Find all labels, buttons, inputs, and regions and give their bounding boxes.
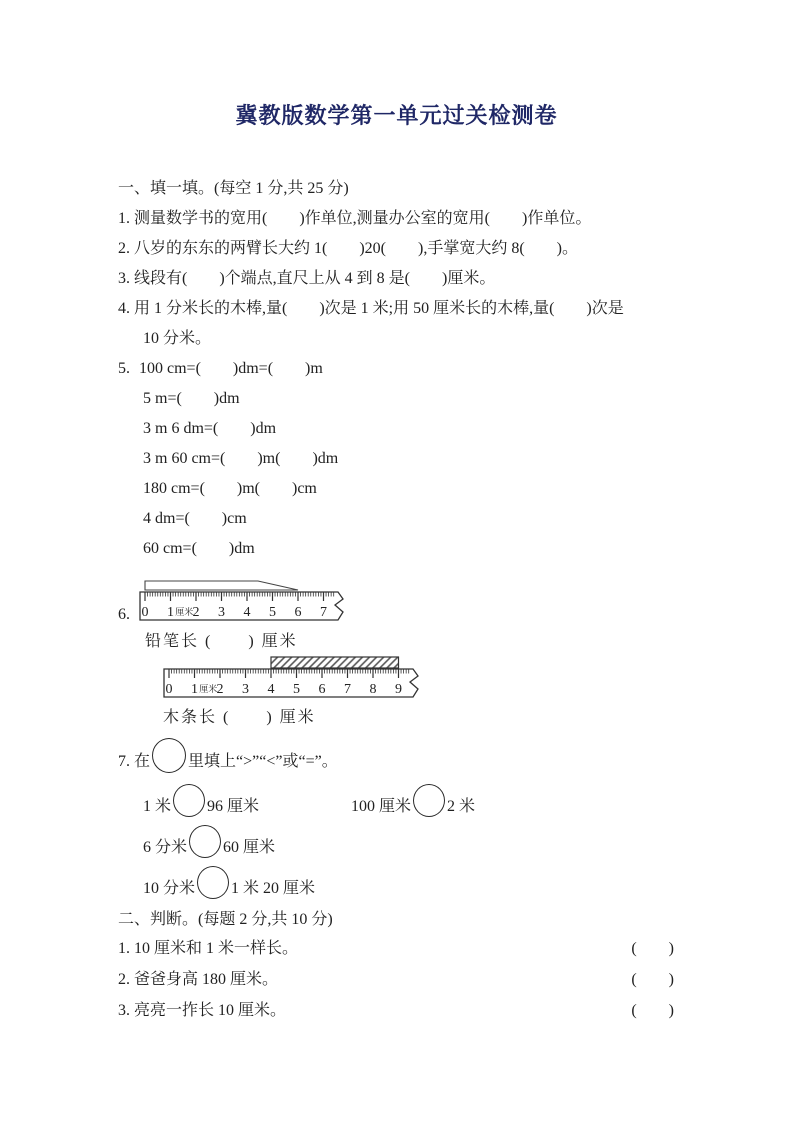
comparison-row [143,825,718,866]
comparison-circle-icon [197,866,229,899]
question-7-suffix: 里填上“>”“<”或“=”。 [188,753,338,770]
section2-heading: 二、判断。(每题 2 分,共 10 分) [118,911,333,928]
pencil-length-label: 铅笔长 ( ) 厘米 [145,633,298,650]
question-1: 1. 测量数学书的宽用( )作单位,测量办公室的宽用( )作单位。 [118,210,592,227]
pencil-ruler-image [139,578,348,629]
judge-statement: 2. 爸爸身高 180 厘米。 [118,971,279,988]
svg-text:2: 2 [192,605,200,620]
svg-text:0: 0 [165,682,173,697]
comparison-pair-2 [351,784,475,827]
svg-text:3: 3 [218,605,225,620]
svg-text:2: 2 [216,682,224,697]
comparison-right: 1 米 20 厘米 [231,880,316,897]
worksheet-content [0,174,718,1026]
question-4-line2: 10 分米。 [143,330,212,347]
question-2: 2. 八岁的东东的两臂长大约 1( )20( ),手掌宽大约 8( )。 [118,240,578,257]
comparison-left: 1 米 [143,798,172,815]
page-title: 冀教版数学第一单元过关检测卷 [235,103,558,128]
comparison-row [143,866,718,907]
question-6-number: 6. [118,606,130,623]
wood-strip-ruler-image [163,655,423,706]
comparison-left: 6 分米 [143,839,188,856]
strip-length-label: 木条长 ( ) 厘米 [163,709,316,726]
svg-text:6: 6 [294,605,302,620]
question-5-number: 5. [118,360,130,377]
equation: 4 dm=( )cm [143,510,247,527]
comparison-right: 96 厘米 [207,798,260,815]
figure-pencil-ruler [118,578,718,629]
comparison-right: 60 厘米 [223,839,276,856]
figure-strip-ruler [163,655,718,706]
svg-text:厘米: 厘米 [199,684,218,694]
answer-slot: ( ) [631,971,674,988]
comparison-circle-icon [189,825,221,858]
question-4-line1: 4. 用 1 分米长的木棒,量( )次是 1 米;用 50 厘米长的木棒,量( )次是 [118,300,624,317]
svg-text:1: 1 [191,682,198,697]
comparison-right: 2 米 [447,798,476,815]
comparison-left: 10 分米 [143,880,196,897]
svg-text:7: 7 [344,682,351,697]
answer-slot: ( ) [631,1002,674,1019]
judge-statement: 1. 10 厘米和 1 米一样长。 [118,940,299,957]
judge-statement: 3. 亮亮一拃长 10 厘米。 [118,1002,287,1019]
question-5-line1 [118,354,718,384]
svg-text:6: 6 [318,682,326,697]
svg-text:7: 7 [320,605,327,620]
equation: 5 m=( )dm [143,390,240,407]
svg-text:9: 9 [395,682,402,697]
comparison-circle-icon [152,738,186,773]
svg-text:4: 4 [243,605,251,620]
equation: 3 m 60 cm=( )m( )dm [143,450,339,467]
svg-text:5: 5 [293,682,300,697]
svg-text:1: 1 [167,605,174,620]
question-7-prefix: 7. 在 [118,753,151,770]
equation: 100 cm=( )dm=( )m [139,360,323,377]
svg-text:4: 4 [267,682,275,697]
svg-text:3: 3 [242,682,249,697]
equation: 60 cm=( )dm [143,540,255,557]
comparison-circle-icon [413,784,445,817]
svg-text:厘米: 厘米 [175,607,194,617]
comparison-row [143,784,718,825]
comparison-left: 100 厘米 [351,798,412,815]
svg-text:5: 5 [269,605,276,620]
comparison-circle-icon [173,784,205,817]
svg-text:0: 0 [141,605,149,620]
question-3: 3. 线段有( )个端点,直尺上从 4 到 8 是( )厘米。 [118,270,496,287]
equation: 3 m 6 dm=( )dm [143,420,277,437]
judge-row [118,933,674,964]
answer-slot: ( ) [631,940,674,957]
question-7-intro [118,738,718,784]
judge-row [118,995,674,1026]
judge-row [118,964,674,995]
section1-heading: 一、填一填。(每空 1 分,共 25 分) [118,180,349,197]
equation: 180 cm=( )m( )cm [143,480,317,497]
svg-text:8: 8 [369,682,377,697]
